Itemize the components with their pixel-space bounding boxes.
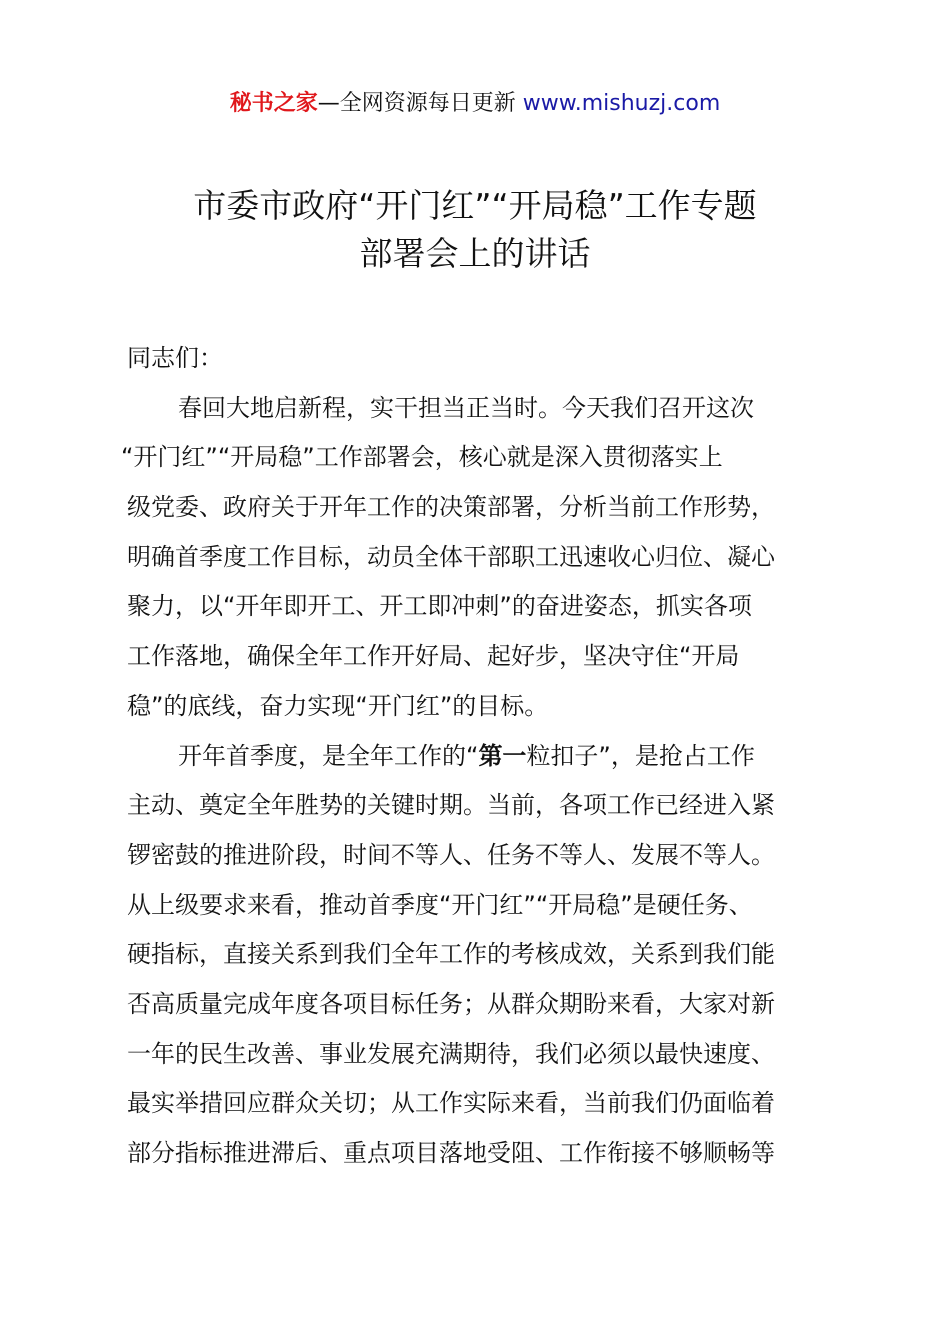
document-title [0,182,950,278]
paragraph-line [127,732,837,782]
text-run: 粒扣子”，是抢占工作 [526,741,755,770]
paragraph-line: 最实举措回应群众关切；从工作实际来看，当前我们仍面临着 [127,1089,775,1118]
paragraph-line: 否高质量完成年度各项目标任务；从群众期盼来看，大家对新 [127,989,775,1018]
paragraph-1 [121,384,837,732]
paragraph-line: 工作落地，确保全年工作开好局、起好步，坚决守住“开局 [127,642,740,671]
paragraph-line: 锣密鼓的推进阶段，时间不等人、任务不等人、发展不等人。 [127,840,775,869]
paragraph-line: 级党委、政府关于开年工作的决策部署，分析当前工作形势， [127,493,775,522]
paragraph-line: 部分指标推进滞后、重点项目落地受阻、工作衔接不够顺畅等 [127,1139,775,1167]
paragraph-line: 稳”的底线，奋力实现“开门红”的目标。 [127,691,549,720]
title-line-1: 市委市政府“开门红”“开局稳”工作专题 [193,186,757,225]
paragraph-line: 硬指标，直接关系到我们全年工作的考核成效，关系到我们能 [127,940,775,969]
paragraph-line: 春回大地启新程，实干担当正当时。今天我们召开这次 [178,393,754,422]
document-body [121,334,837,1179]
site-header [0,88,950,120]
title-line-2: 部署会上的讲话 [359,234,591,273]
brand-name: 秘书之家 [229,91,318,116]
text-run: 开年首季度，是全年工作的“ [178,741,479,770]
paragraph-line: 从上级要求来看，推动首季度“开门红”“开局稳”是硬任务、 [127,890,753,919]
paragraph-2 [127,732,837,1179]
bold-text-run: 第一 [478,741,527,770]
paragraph-line: 一年的民生改善、事业发展充满期待，我们必须以最快速度、 [127,1039,775,1068]
salutation: 同志们： [127,344,223,372]
paragraph-line: 主动、奠定全年胜势的关键时期。当前，各项工作已经进入紧 [127,791,775,820]
paragraph-line: 明确首季度工作目标，动员全体干部职工迅速收心归位、凝心 [127,542,775,571]
paragraph-line: 聚力，以“开年即开工、开工即冲刺”的奋进姿态，抓实各项 [127,592,752,621]
site-url-link[interactable]: www.mishuzj.com [522,91,721,116]
header-tagline: —全网资源每日更新 [317,91,516,116]
paragraph-line: “开门红”“开局稳”工作部署会，核心就是深入贯彻落实上 [121,443,723,472]
